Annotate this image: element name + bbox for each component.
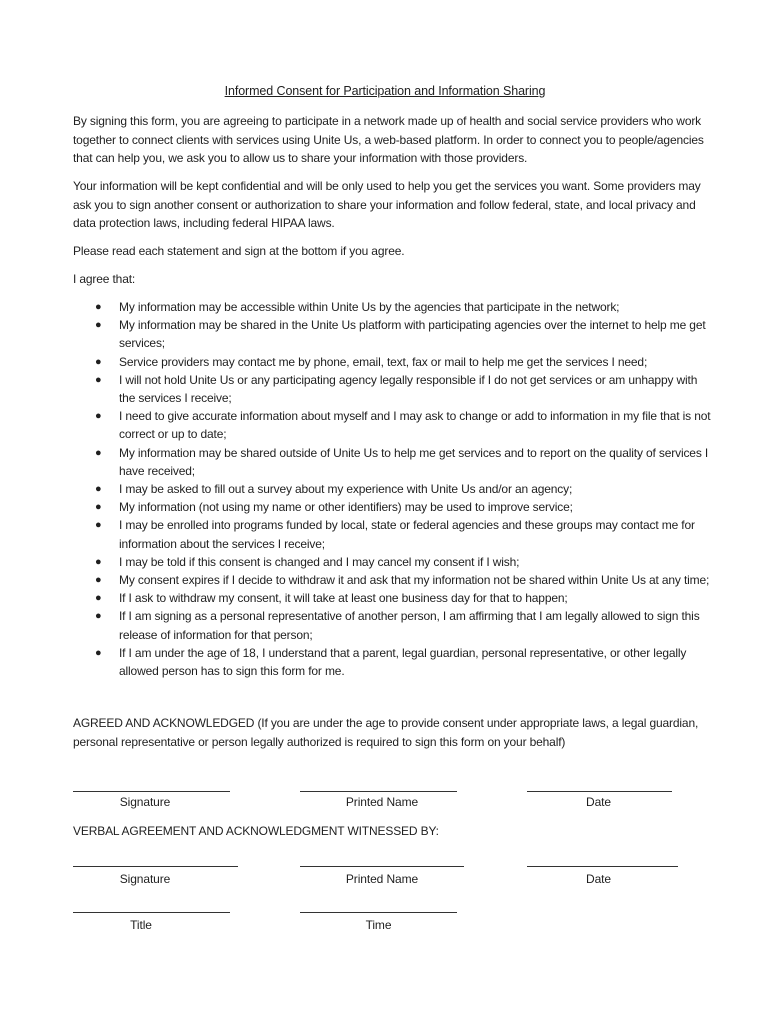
agree-lead-in: I agree that:	[73, 272, 136, 286]
bullet-icon: ●	[95, 355, 102, 368]
witness-signature-label: Signature	[119, 872, 171, 886]
witness-time-label: Time	[365, 918, 392, 932]
bullet-icon: ●	[95, 646, 102, 659]
witness-title-label: Title	[130, 918, 152, 932]
confidentiality-paragraph: Your information will be kept confidential and will be only used to help you get the services you want. Some providers may ask you to sign another consent or authorization to share your information and follow federal, state, and local privacy and data protection laws, including federal HIPAA laws.	[73, 179, 701, 230]
list-item: ● I need to give accurate information about myself and I may ask to change or add to information in my file that is not correct or up to date;	[95, 409, 711, 442]
bullet-icon: ●	[95, 592, 102, 605]
witness-printed-name-line[interactable]	[300, 866, 464, 867]
instructions-paragraph: Please read each statement and sign at the bottom if you agree.	[73, 244, 405, 258]
witness-heading: VERBAL AGREEMENT AND ACKNOWLEDGMENT WITNESSED BY:	[73, 824, 439, 838]
bullet-icon: ●	[95, 519, 102, 532]
bullet-icon: ●	[95, 483, 102, 496]
bullet-icon: ●	[95, 446, 102, 459]
intro-paragraph: By signing this form, you are agreeing to participate in a network made up of health and social service providers who work together to connect clients with services using Unite Us, a web-based platform. In order to connect you to people/agencies that can help you, we ask you to allow us to share your information with those providers.	[73, 114, 704, 165]
bullet-icon: ●	[95, 501, 102, 514]
list-item: ● I will not hold Unite Us or any participating agency legally responsible if I do not get services or am unhappy with the services I receive;	[95, 372, 698, 406]
date-line[interactable]	[527, 791, 672, 792]
bullet-icon: ●	[95, 301, 102, 313]
consent-statements-list	[73, 298, 713, 680]
bullet-icon: ●	[95, 373, 102, 386]
witness-printed-name-label: Printed Name	[345, 872, 419, 886]
list-item: ● If I am signing as a personal representative of another person, I am affirming that I am legally allowed to sign this release of information for that person;	[95, 609, 700, 642]
date-label: Date	[586, 795, 611, 809]
list-item: ● I may be asked to fill out a survey about my experience with Unite Us and/or an agency;	[73, 480, 713, 498]
acknowledgement-paragraph: AGREED AND ACKNOWLEDGED (If you are under the age to provide consent under appropriate laws, a legal guardian, personal representative or person legally authorized is required to sign this form on your behalf)	[73, 716, 699, 749]
bullet-icon: ●	[95, 410, 102, 423]
witness-time-line[interactable]	[300, 912, 457, 913]
printed-name-line[interactable]	[300, 791, 457, 792]
witness-signature-line[interactable]	[73, 866, 238, 867]
bullet-icon: ●	[95, 574, 102, 587]
bullet-icon: ●	[95, 555, 102, 568]
signature-line[interactable]	[73, 791, 230, 792]
list-item: ● If I ask to withdraw my consent, it will take at least one business day for that to happen;	[73, 589, 713, 607]
list-item: ● I may be told if this consent is changed and I may cancel my consent if I wish;	[73, 553, 713, 571]
printed-name-label: Printed Name	[345, 795, 419, 809]
list-item: ● My information may be shared in the Unite Us platform with participating agencies over the internet to help me get services;	[95, 318, 706, 351]
list-item: ● Service providers may contact me by phone, email, text, fax or mail to help me get the services I need;	[73, 353, 713, 371]
list-item: ● My consent expires if I decide to withdraw it and ask that my information not be shared within Unite Us at any time;	[73, 571, 713, 589]
witness-title-line[interactable]	[73, 912, 230, 913]
document-title: Informed Consent for Participation and Information Sharing	[224, 84, 546, 98]
witness-date-line[interactable]	[527, 866, 678, 867]
list-item: ● I may be enrolled into programs funded by local, state or federal agencies and these groups may contact me for information about the services I receive;	[95, 518, 695, 551]
bullet-icon: ●	[95, 610, 102, 623]
list-item: ● My information may be accessible within Unite Us by the agencies that participate in the network;	[73, 298, 713, 316]
list-item: ● My information may be shared outside of Unite Us to help me get services and to report on the quality of services I have received;	[95, 445, 709, 478]
list-item: ● If I am under the age of 18, I understand that a parent, legal guardian, personal representative, or other legally allowed person has to sign this form for me.	[95, 645, 687, 679]
witness-date-label: Date	[586, 872, 611, 886]
bullet-icon: ●	[95, 319, 102, 332]
list-item: ● My information (not using my name or other identifiers) may be used to improve service;	[73, 498, 713, 516]
signature-label: Signature	[119, 795, 171, 809]
